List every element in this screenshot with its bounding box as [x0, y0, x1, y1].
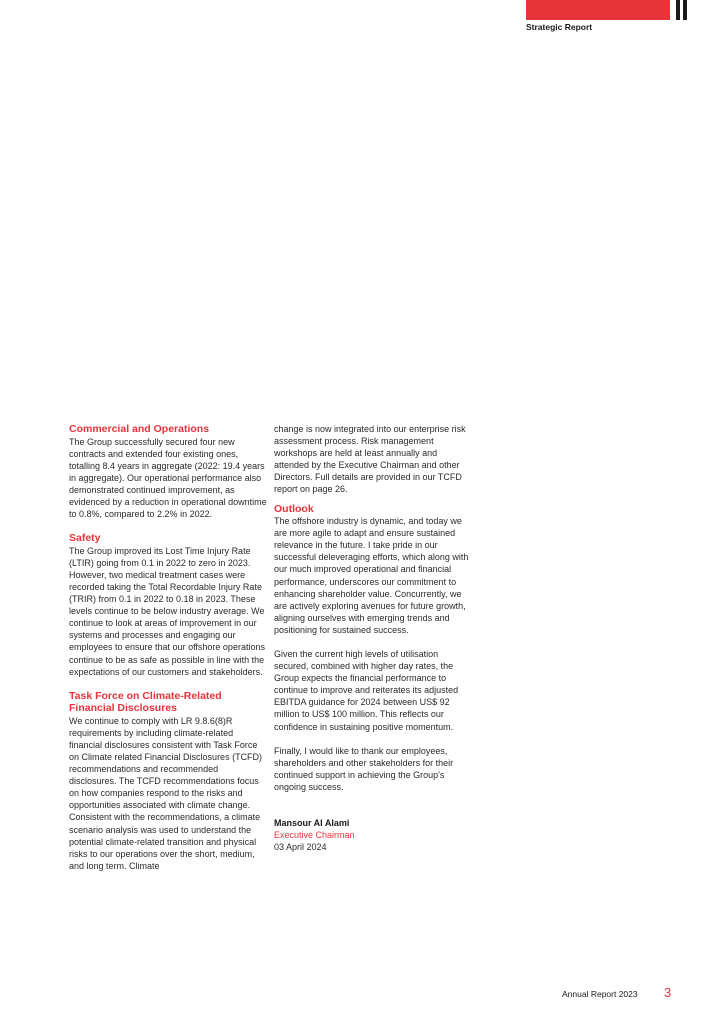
outlook-paragraph: Given the current high levels of utilisation secured, combined with higher day rates, the Group expects the financial performance to continue to improve and reiterates its adjusted EBITDA guidance for 2024 between US$ 92 million to US$ 100 million. This reflects our confidence in sustaining positive momentum.: [274, 649, 459, 732]
header-accent-bar: [526, 0, 670, 20]
commercial-heading: Commercial and Operations: [69, 423, 210, 435]
left-column: [69, 423, 267, 872]
signature-title: Executive Chairman: [274, 830, 355, 841]
safety-heading: Safety: [69, 532, 101, 545]
tcfd-continued: change is now integrated into our enterprise risk assessment process. Risk management workshops are held at least annually and attended by the Executive Chairman and other Directors. Full details are provided in our TCFD report on page 26.: [274, 424, 466, 495]
outlook-paragraph: Finally, I would like to thank our employees, shareholders and other stakeholders for their continued support in achieving the Group's ongoing success.: [274, 745, 454, 792]
signature-name: Mansour Al Alami: [274, 818, 350, 829]
header-bar-mark: [683, 0, 687, 20]
commercial-body: The Group successfully secured four new contracts and extended four existing ones, totalling 8.4 years in aggregate (2022: 19.4 years in aggregate). Our operational performance also demonstrated continued improvement, as evidenced by a reduction in operational downtime to 0.8%, compared to 2.2% in 2022.: [69, 436, 267, 520]
tcfd-body: We continue to comply with LR 9.8.6(8)R requirements by including climate-related financial disclosures consistent with Task Force on Climate related Financial Disclosures (TCFD) recommendations and recommended disclosures. The TCFD recommendations focus on how companies respond to the risks and opportunities associated with climate change. Consistent with the recommendations, a climate scenario analysis was used to understand the potential climate-related transition and physical risks to our operations over the short, medium, and long term. Climate: [69, 715, 263, 871]
signature-date: 03 April 2024: [274, 842, 327, 853]
safety-body: The Group improved its Lost Time Injury Rate (LTIR) going from 0.1 in 2022 to zero in 2023. However, two medical treatment cases were recorded taking the Total Recordable Injury Rate (TRIR) from 0.1 in 2022 to 0.18 in 2023. These levels continue to be below industry average. We continue to look at areas of improvement in our systems and processes and engaging our employees to ensure that our offshore operations continue to be as safe as possible in line with the expectations of our customers and stakeholders.: [69, 545, 265, 677]
page-number: 3: [664, 985, 672, 1000]
header-bar-mark: [676, 0, 680, 20]
section-label: Strategic Report: [526, 22, 593, 32]
right-column: [274, 423, 472, 853]
footer-report-title: Annual Report 2023: [562, 989, 638, 999]
outlook-paragraph: The offshore industry is dynamic, and today we are more agile to adapt and ensure sustained relevance in the future. I take pride in our successful deleveraging efforts, which along with our much improved operational and financial performance, underscores our commitment to enhancing shareholder value. Concurrently, we are actively exploring avenues for future growth, aligning ourselves with emerging trends and positioning for sustained success.: [274, 516, 469, 635]
outlook-heading: Outlook: [274, 502, 314, 515]
tcfd-heading: Task Force on Climate-Related Financial Disclosures: [69, 689, 222, 715]
